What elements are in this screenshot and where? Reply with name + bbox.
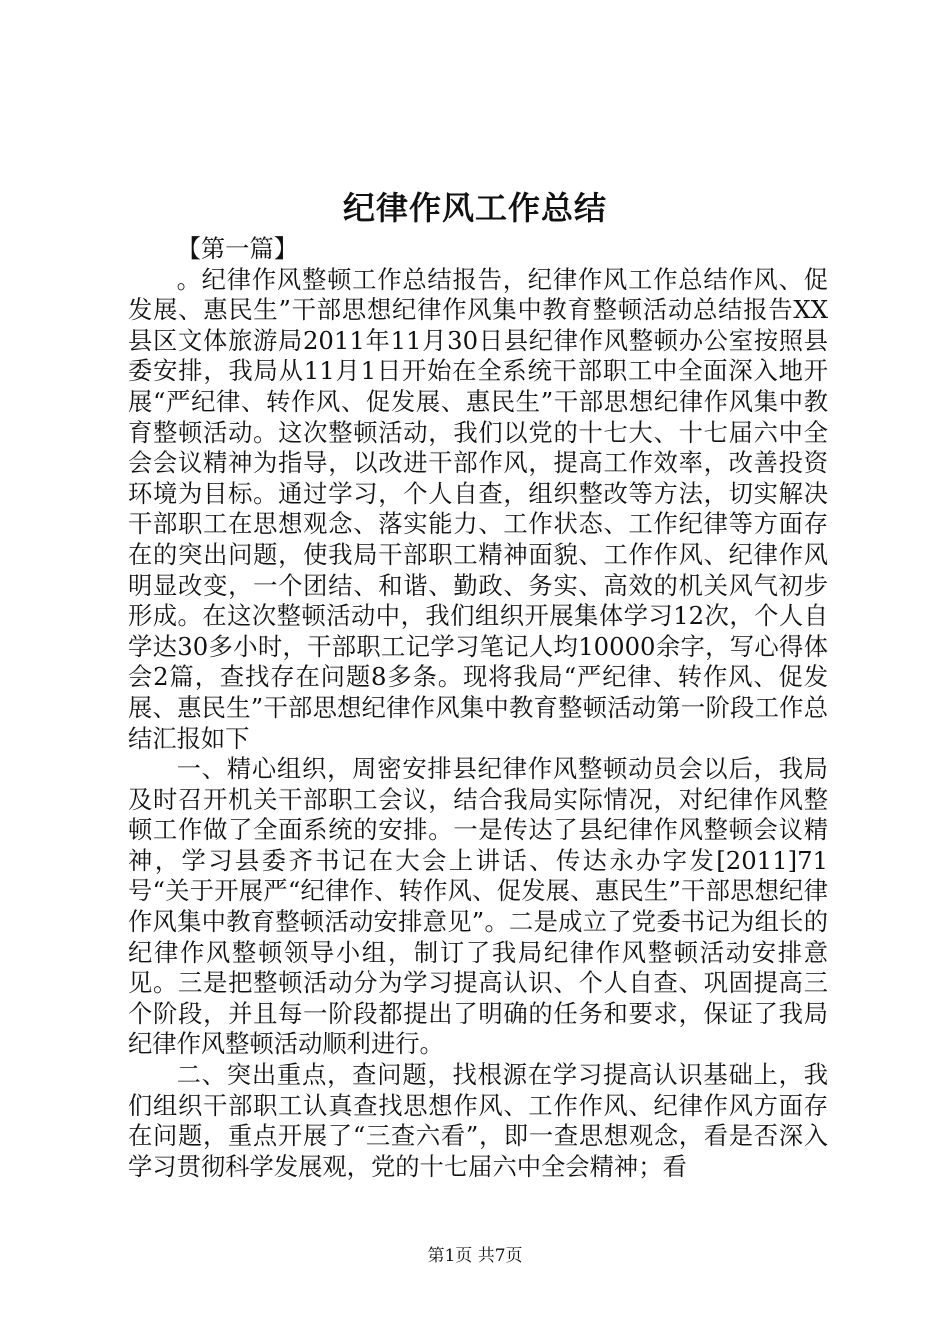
paragraph-3: 二、突出重点，查问题，找根源在学习提高认识基础上，我们组织干部职工认真查找思想作风、工作作风、纪律作风方面存在问题，重点开展了“三查六看”，即一查思想观念，看是否深入学习贯彻科学发展观，党的十七届六中全会精神；看: [128, 1060, 828, 1181]
document-title: 纪律作风工作总结: [342, 189, 607, 227]
paragraph-2: 一、精心组织，周密安排县纪律作风整顿动员会以后，我局及时召开机关干部职工会议，结合我局实际情况，对纪律作风整顿工作做了全面系统的安排。一是传达了县纪律作风整顿会议精神，学习县委齐书记在大会上讲话、传达永办字发[2011]71号“关于开展严“纪律作、转作风、促发展、惠民生”干部思想纪律作风集中教育整顿活动安排意见”。二是成立了党委书记为组长的纪律作风整顿领导小组，制订了我局纪律作风整顿活动安排意见。三是把整顿活动分为学习提高认识、个人自查、巩固提高三个阶段，并且每一阶段都提出了明确的任务和要求，保证了我局纪律作风整顿活动顺利进行。: [128, 754, 828, 1059]
page-footer: 第1页 共7页: [427, 1246, 523, 1266]
paragraph-1: 。纪律作风整顿工作总结报告，纪律作风工作总结作风、促发展、惠民生”干部思想纪律作风集中教育整顿活动总结报告XX县区文体旅游局2011年11月30日县纪律作风整顿办公室按照县委安排，我局从11月1日开始在全系统干部职工中全面深入地开展“严纪律、转作风、促发展、惠民生”干部思想纪律作风集中教育整顿活动。这次整顿活动，我们以党的十七大、十七届六中全会会议精神为指导，以改进干部作风，提高工作效率，改善投资环境为目标。通过学习，个人自查，组织整改等方法，切实解决干部职工在思想观念、落实能力、工作状态、工作纪律等方面存在的突出问题，使我局干部职工精神面貌、工作作风、纪律作风明显改变，一个团结、和谐、勤政、务实、高效的机关风气初步形成。在这次整顿活动中，我们组织开展集体学习12次，个人自学达30多小时，干部职工记学习笔记人均10000余字，写心得体会2篇，查找存在问题8多条。现将我局“严纪律、转作风、促发展、惠民生”干部思想纪律作风集中教育整顿活动第一阶段工作总结汇报如下: [128, 264, 828, 753]
document-body: [128, 234, 828, 1182]
section-label: 【第一篇】: [176, 234, 299, 263]
